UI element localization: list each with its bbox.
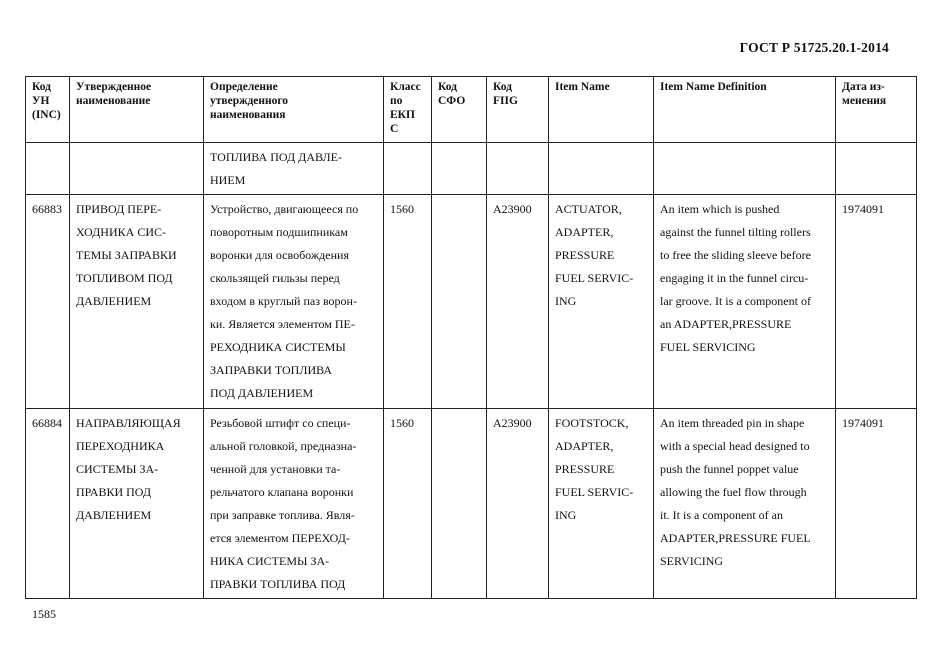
header-change-date: Дата из- менения — [836, 77, 917, 143]
cell-name: НАПРАВЛЯЮЩАЯ ПЕРЕХОДНИКА СИСТЕМЫ ЗА- ПРАВКИ ПОД ДАВЛЕНИЕМ — [70, 409, 204, 599]
document-code: ГОСТ Р 51725.20.1-2014 — [739, 40, 889, 55]
header-inc: Код УН (INC) — [26, 77, 70, 143]
cell-item-definition — [654, 143, 836, 195]
header-sfo: Код СФО — [432, 77, 487, 143]
cell-item-name — [549, 143, 654, 195]
cell-definition: Устройство, двигающееся по поворотным подшипникам воронки для освобождения скользящей гильзы перед входом в круглый паз ворон- ки. Является элементом ПЕ- РЕХОДНИКА СИСТЕМЫ ЗАПРАВКИ ТОПЛИВА ПОД ДАВЛЕНИЕМ — [204, 195, 384, 409]
cell-sfo — [432, 143, 487, 195]
cell-date: 1974091 — [836, 409, 917, 599]
cell-item-definition: An item which is pushed against the funnel tilting rollers to free the sliding sleeve before engaging it in the funnel circu- lar groove. It is a component of an ADAPTER,PRESSURE FUEL SERVICING — [654, 195, 836, 409]
header-definition: Определение утвержденного наименования — [204, 77, 384, 143]
cell-definition: Резьбовой штифт со специ- альной головкой, предназна- ченной для установки та- рельчатого клапана воронки при заправке топлива. Явля- ется элементом ПЕРЕХОД- НИКА СИСТЕМЫ ЗА- ПРАВКИ ТОПЛИВА ПОД — [204, 409, 384, 599]
cell-item-name: FOOTSTOCK, ADAPTER, PRESSURE FUEL SERVIC- ING — [549, 409, 654, 599]
table-row-continuation — [26, 143, 917, 195]
table-row — [26, 409, 917, 599]
header-row — [26, 77, 917, 143]
nomenclature-table — [25, 76, 917, 599]
page-number: 1585 — [32, 607, 56, 621]
cell-date: 1974091 — [836, 195, 917, 409]
cell-inc: 66884 — [26, 409, 70, 599]
cell-sfo — [432, 195, 487, 409]
cell-class — [384, 143, 432, 195]
cell-name: ПРИВОД ПЕРЕ- ХОДНИКА СИС- ТЕМЫ ЗАПРАВКИ ТОПЛИВОМ ПОД ДАВЛЕНИЕМ — [70, 195, 204, 409]
cell-sfo — [432, 409, 487, 599]
cell-date — [836, 143, 917, 195]
cell-class: 1560 — [384, 195, 432, 409]
cell-inc — [26, 143, 70, 195]
cell-fiig — [487, 143, 549, 195]
cell-fiig: A23900 — [487, 409, 549, 599]
cell-item-definition: An item threaded pin in shape with a special head designed to push the funnel poppet value allowing the fuel flow through it. It is a component of an ADAPTER,PRESSURE FUEL SERVICING — [654, 409, 836, 599]
header-class: Класс по ЕКП С — [384, 77, 432, 143]
cell-inc: 66883 — [26, 195, 70, 409]
cell-definition: ТОПЛИВА ПОД ДАВЛЕ- НИЕМ — [204, 143, 384, 195]
table-row — [26, 195, 917, 409]
header-item-name: Item Name — [549, 77, 654, 143]
cell-name — [70, 143, 204, 195]
cell-class: 1560 — [384, 409, 432, 599]
header-item-name-definition: Item Name Definition — [654, 77, 836, 143]
header-approved-name: Утвержденное наименование — [70, 77, 204, 143]
cell-fiig: A23900 — [487, 195, 549, 409]
header-fiig: Код FIIG — [487, 77, 549, 143]
cell-item-name: ACTUATOR, ADAPTER, PRESSURE FUEL SERVIC- ING — [549, 195, 654, 409]
